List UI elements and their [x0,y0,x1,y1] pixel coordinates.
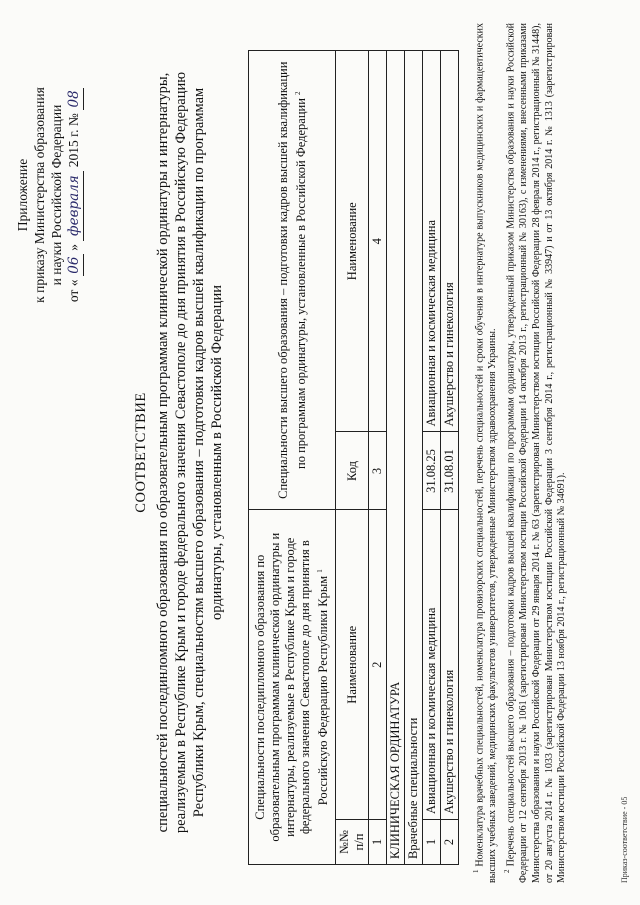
col-num-header: №№ п/п [336,820,369,865]
table-group-header [249,51,336,865]
footer-filename: Приказ-соответствие - 05 [620,796,629,883]
appendix-header [14,30,84,360]
table-row: 1 Авиационная и космическая медицина 31.08.25 Авиационная и космическая медицина [423,51,441,865]
correspondence-table [248,50,459,865]
table-column-header [336,51,369,865]
col-name-header: Наименование [336,510,369,820]
title-main: СООТВЕТСТВИЕ [133,392,149,513]
footnote-2: $^2$ Перечень специальностей высшего образования – подготовки кадров высшей квалификации по программам ординатуры, утвержденный приказом Министерства образования и науки Российской Федерации от 12 сентября 2013 г. № 1061 (зарегистрирован Министерством юстиции Российской Федерации 14 октября 2013 г., регистрационный № 30163), с изменениями, внесенными приказами Министерства образования и науки Российской Федерации от 29 января 2014 г. № 63 (зарегистрирован Министерством юстиции Российской Федерации 28 февраля 2014 г., регистрационный № 31448), от 20 августа 2014 г. № 1033 (зарегистрирован Министерством юстиции Российской Федерации 3 сентября 2014 г., регистрационный № 33947) и от 13 октября 2014 г. № 1313 (зарегистрирован Министерством юстиции Российской Федерации 13 ноября 2014 г., регистрационный № 34691). [502,23,568,883]
footnotes [470,23,570,883]
order-date-line: от « 06 » февраля 2015 г. № 08 [65,30,84,360]
title-line-2: реализуемым в Республике Крым и городе федерального значения Севастополе до дня принятия в Российскую Федерацию [173,71,189,834]
handwritten-day: 06 [66,254,84,276]
subsection-row: Врачебные специальности [405,51,423,865]
title-line-4: ординатуры, установленным в Российской Федерации [209,285,225,620]
col-name2-header: Наименование [336,51,369,433]
title-line-3: Республики Крым, специальностям высшего образования – подготовки кадров высшей квалификации по программам [191,87,207,818]
left-group-header: Специальности последипломного образования по образовательным программам клинической ординатуры и интернатуры, реализуемые в Республике Крым и городе федерального значения Севастополе до дня принятия в Российскую Федерацию Республики Крым $^1$ [249,510,336,865]
section-row: КЛИНИЧЕСКАЯ ОРДИНАТУРА [387,51,405,865]
column-number-row: 1 2 3 4 [369,51,387,865]
handwritten-month: февраля [66,171,84,241]
col-code-header: Код [336,432,369,510]
order-line: к приказу Министерства образования [32,87,47,303]
appendix-label: Приложение [15,158,30,232]
document-title [132,0,226,905]
title-line-1: специальностей послединломного образования по образовательным программам клинической ординатуры и интернатуры, [155,72,171,833]
handwritten-number: 08 [66,88,84,110]
ministry-line: и науки Российской Федерации [49,104,64,286]
footnote-1: $^1$ Номенклатура врачебных специальностей, номенклатура провизорских специальностей, перечень специальностей и сроки обучения в интернатуре выпускников медицинских и фармацевтических высших учебных заведений, медицинских факультетов университетов, утвержденные Министерством здравоохранения Украины. [472,23,499,883]
table-row: 2 Акушерство и гинекология 31.08.01 Акушерство и гинекология [441,51,459,865]
right-group-header: Специальности высшего образования – подготовки кадров высшей квалификации по программам ординатуры, установленные в Российской Федерации $^2$ [249,51,336,510]
